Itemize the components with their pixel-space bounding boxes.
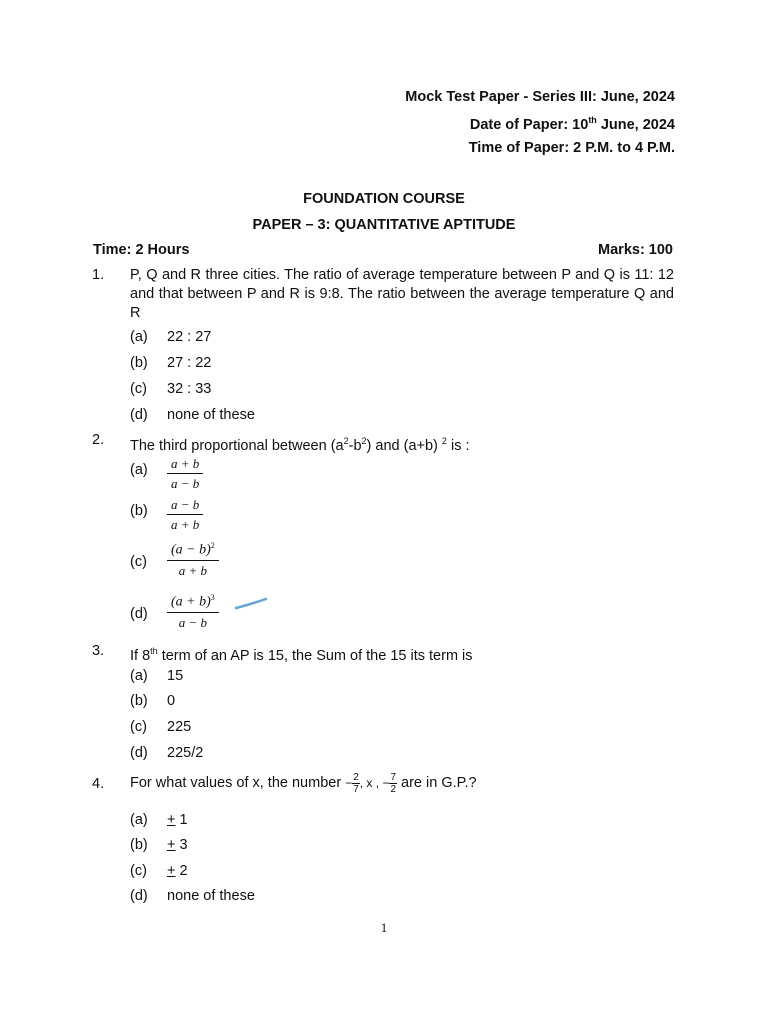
option-text: 32 : 33 (167, 381, 212, 397)
option-label: (d) (130, 606, 148, 622)
option-label: (c) (130, 381, 147, 397)
option-text: + 2 (167, 863, 188, 879)
option-text: 22 : 27 (167, 329, 212, 345)
option-label: (a) (130, 812, 148, 828)
time-of-paper: Time of Paper: 2 P.M. to 4 P.M. (468, 140, 675, 156)
series-title: Mock Test Paper - Series III: June, 2024 (405, 89, 675, 105)
fraction-option: $\frac{(a + b)^3}{a - b}$ (167, 593, 219, 631)
time-allowed: Time: 2 Hours (93, 242, 190, 258)
option-label: (a) (130, 668, 148, 684)
option-text: 225 (167, 719, 192, 735)
option-label: (b) (130, 693, 148, 709)
question-number: 3. (92, 643, 105, 659)
option-label: (b) (130, 355, 148, 371)
option-label: (c) (130, 863, 147, 879)
fraction: $\frac{2}{7}$ (353, 771, 359, 795)
pen-tick-mark (234, 596, 270, 612)
paper-title: PAPER – 3: QUANTITATIVE APTITUDE (252, 217, 516, 233)
option-text: 225/2 (167, 745, 204, 761)
fraction-option: $\frac{a + b}{a - b}$ (167, 456, 203, 492)
option-text: none of these (167, 407, 255, 423)
option-label: (b) (130, 837, 148, 853)
fraction: $\frac{7}{2}$ (390, 771, 397, 795)
option-label: (d) (130, 888, 148, 904)
option-text: 0 (167, 693, 176, 709)
option-label: (c) (130, 554, 147, 570)
option-label: (a) (130, 462, 148, 478)
question-number: 2. (92, 432, 105, 448)
question-number: 1. (92, 267, 105, 283)
question-text: The third proportional between $(a^2-b^2)$ and (a+b) $^2$ is : (130, 436, 470, 454)
course-title: FOUNDATION COURSE (303, 191, 465, 207)
option-text: + 1 (167, 812, 188, 828)
question-text: P, Q and R three cities. The ratio of average temperature between P and Q is 11: 12 and that between P and R is 9:8. The ratio between the average temperature Q and R (130, 267, 674, 321)
option-text: + 3 (167, 837, 188, 853)
option-text: 27 : 22 (167, 355, 212, 371)
option-text: 15 (167, 668, 184, 684)
fraction-option: $\frac{(a - b)^2}{a + b}$ (167, 541, 219, 579)
fraction-option: $\frac{a - b}{a + b}$ (167, 497, 203, 533)
option-label: (d) (130, 407, 148, 423)
option-text: none of these (167, 888, 255, 904)
option-label: (a) (130, 329, 148, 345)
question-text: If 8th term of an AP is 15, the Sum of the 15 its term is (130, 646, 473, 664)
page-number: 1 (380, 920, 388, 935)
question-number: 4. (92, 776, 105, 792)
question-text: For what values of x, the number − $\frac{2}{7}$ , x , − $\frac{7}{2}$ are in G.P.? (130, 771, 477, 795)
max-marks: Marks: 100 (598, 242, 673, 258)
option-label: (b) (130, 503, 148, 519)
option-label: (c) (130, 719, 147, 735)
option-label: (d) (130, 745, 148, 761)
date-of-paper: Date of Paper: 10th June, 2024 (469, 115, 675, 133)
